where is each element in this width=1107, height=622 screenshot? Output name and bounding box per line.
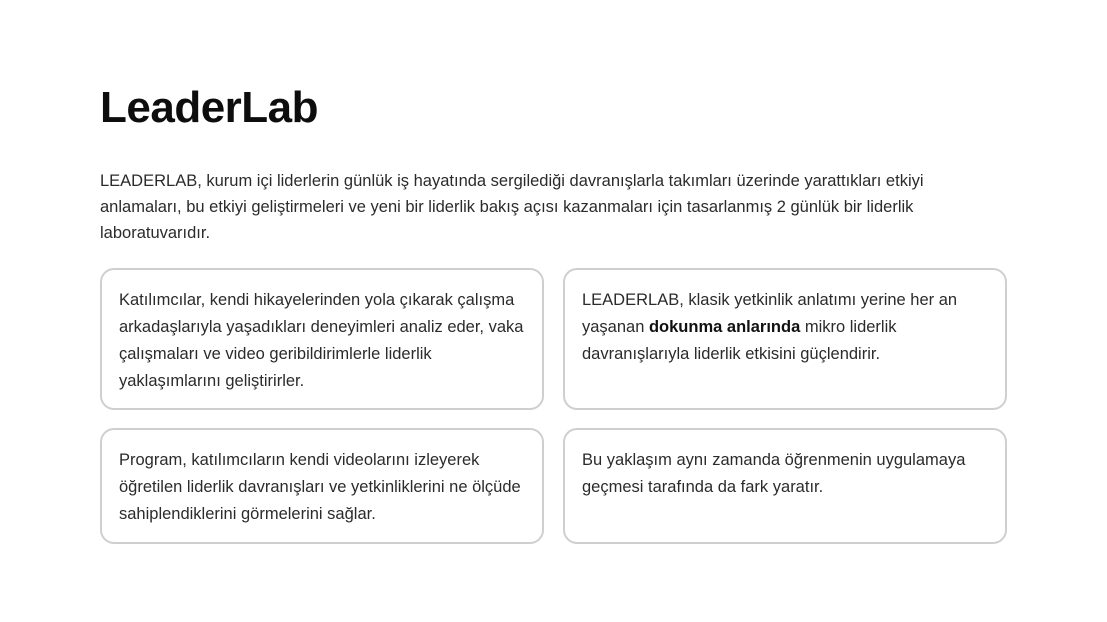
intro-paragraph: LEADERLAB, kurum içi liderlerin günlük iş hayatında sergilediği davranışlarla takımları üzerinde yarattıkları etkiyi anlamaları, bu etkiyi geliştirmeleri ve yeni bir liderlik bakış açısı kazanmaları için tasarlanmış 2 günlük bir liderlik laboratuvarıdır. [100, 172, 924, 242]
card-text-bold: dokunma anlarında [648, 318, 801, 336]
card-text: Program, katılımcıların kendi videolarını izleyerek öğretilen liderlik davranışları ve yetkinliklerini ne ölçüde sahiplendiklerini görmelerini sağlar. [119, 451, 521, 523]
page-title: LeaderLab [100, 83, 319, 132]
info-card-touch-moments [563, 268, 1007, 410]
info-card-approach [563, 428, 1007, 544]
info-card-participants [100, 268, 544, 410]
card-grid [100, 268, 1007, 544]
card-text: Katılımcılar, kendi hikayelerinden yola çıkarak çalışma arkadaşlarıyla yaşadıkları deneyimleri analiz eder, vaka çalışmaları ve video geribildirimlerle liderlik yaklaşımlarını geliştirirler. [119, 291, 524, 390]
card-text-before: LEADERLAB, klasik yetkinlik anlatımı yerine her an yaşanan [582, 291, 958, 336]
info-card-program [100, 428, 544, 544]
card-text-after: mikro liderlik davranışlarıyla liderlik etkisini güçlendirir. [582, 318, 897, 363]
slide [100, 80, 1007, 544]
card-text: Bu yaklaşım aynı zamanda öğrenmenin uygulamaya geçmesi tarafında da fark yaratır. [582, 451, 966, 496]
